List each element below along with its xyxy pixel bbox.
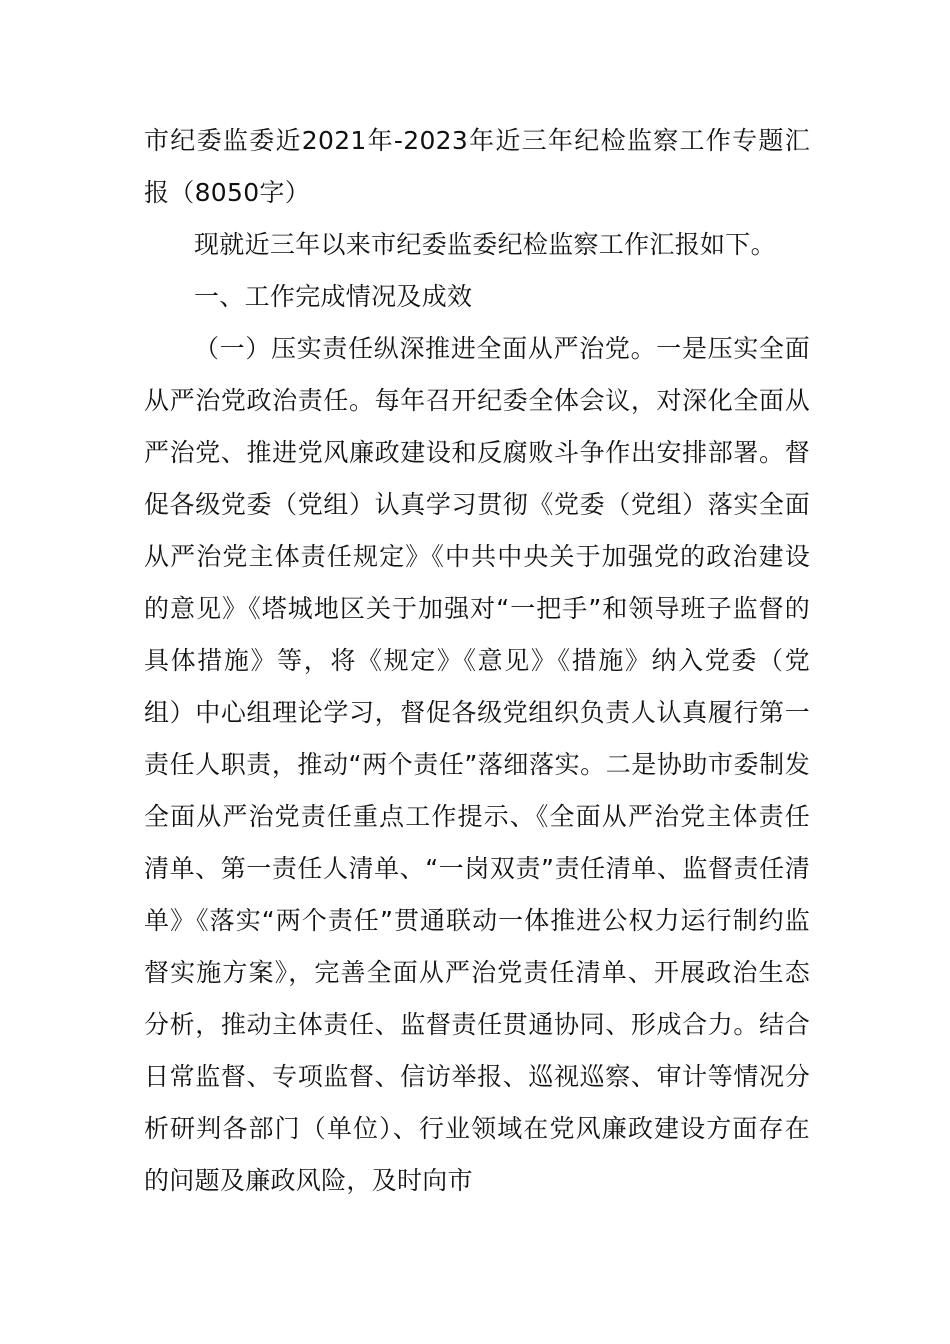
document-title: 市纪委监委近2021年-2023年近三年纪检监察工作专题汇报（8050字） <box>144 126 810 207</box>
section-heading: 一、工作完成情况及成效 <box>194 282 473 311</box>
document-body <box>144 115 810 1207</box>
intro-paragraph: 现就近三年以来市纪委监委纪检监察工作汇报如下。 <box>194 230 776 259</box>
body-paragraph: （一）压实责任纵深推进全面从严治党。一是压实全面从严治党政治责任。每年召开纪委全体会议，对深化全面从严治党、推进党风廉政建设和反腐败斗争作出安排部署。督促各级党委（党组）认真学习贯彻《党委（党组）落实全面从严治党主体责任规定》《中共中央关于加强党的政治建设的意见》《塔城地区关于加强对“一把手”和领导班子监督的具体措施》等，将《规定》《意见》《措施》纳入党委（党组）中心组理论学习，督促各级党组织负责人认真履行第一责任人职责，推动“两个责任”落细落实。二是协助市委制发全面从严治党责任重点工作提示、《全面从严治党主体责任清单、第一责任人清单、“一岗双责”责任清单、监督责任清单》《落实“两个责任”贯通联动一体推进公权力运行制约监督实施方案》，完善全面从严治党责任清单、开展政治生态分析，推动主体责任、监督责任贯通协同、形成合力。结合日常监督、专项监督、信访举报、巡视巡察、审计等情况分析研判各部门（单位）、行业领域在党风廉政建设方面存在的问题及廉政风险，及时向市 <box>144 334 810 1195</box>
